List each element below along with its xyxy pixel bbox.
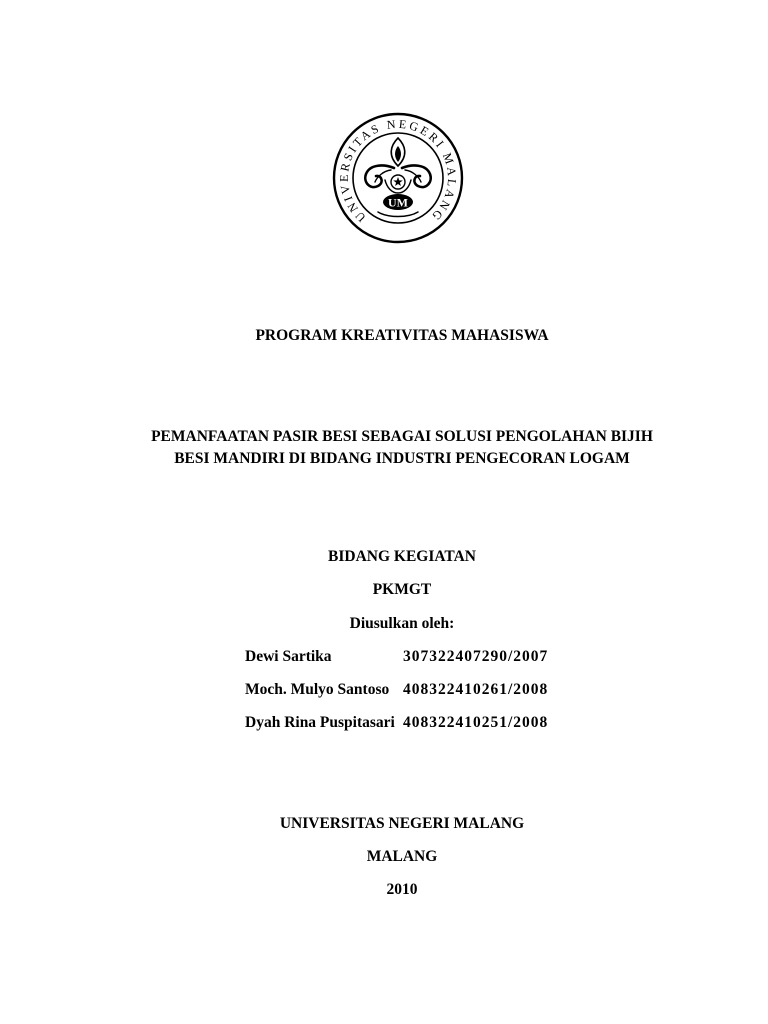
proposed-by-label: Diusulkan oleh:: [349, 615, 455, 632]
proposal-title-line-2: BESI MANDIRI DI BIDANG INDUSTRI PENGECORAN LOGAM: [174, 450, 630, 467]
city-name: MALANG: [366, 848, 438, 865]
university-seal: [328, 108, 468, 248]
member-nim: 307322407290/2007: [403, 648, 549, 665]
member-nim: 408322410261/2008: [403, 681, 549, 698]
proposal-title: [102, 426, 702, 470]
field-value: PKMGT: [372, 581, 432, 598]
field-heading: BIDANG KEGIATAN: [328, 548, 476, 565]
member-name: Moch. Mulyo Santoso: [245, 681, 390, 698]
member-nim: 408322410251/2008: [403, 714, 549, 731]
program-heading: PROGRAM KREATIVITAS MAHASISWA: [255, 327, 549, 344]
seal-ring-text: UNIVERSITAS NEGERI MALANG: [336, 116, 460, 225]
seal-bud-core-icon: [395, 146, 401, 162]
proposal-title-line-1: PEMANFAATAN PASIR BESI SEBAGAI SOLUSI PENGOLAHAN BIJIH: [151, 428, 653, 445]
seal-star-icon: [393, 177, 403, 186]
member-name: Dewi Sartika: [245, 648, 332, 665]
seal-base-curve: [378, 212, 418, 217]
seal-monogram: UM: [388, 195, 408, 210]
member-name: Dyah Rina Puspitasari: [245, 714, 395, 731]
year: 2010: [386, 881, 418, 898]
institution-name: UNIVERSITAS NEGERI MALANG: [279, 815, 525, 832]
